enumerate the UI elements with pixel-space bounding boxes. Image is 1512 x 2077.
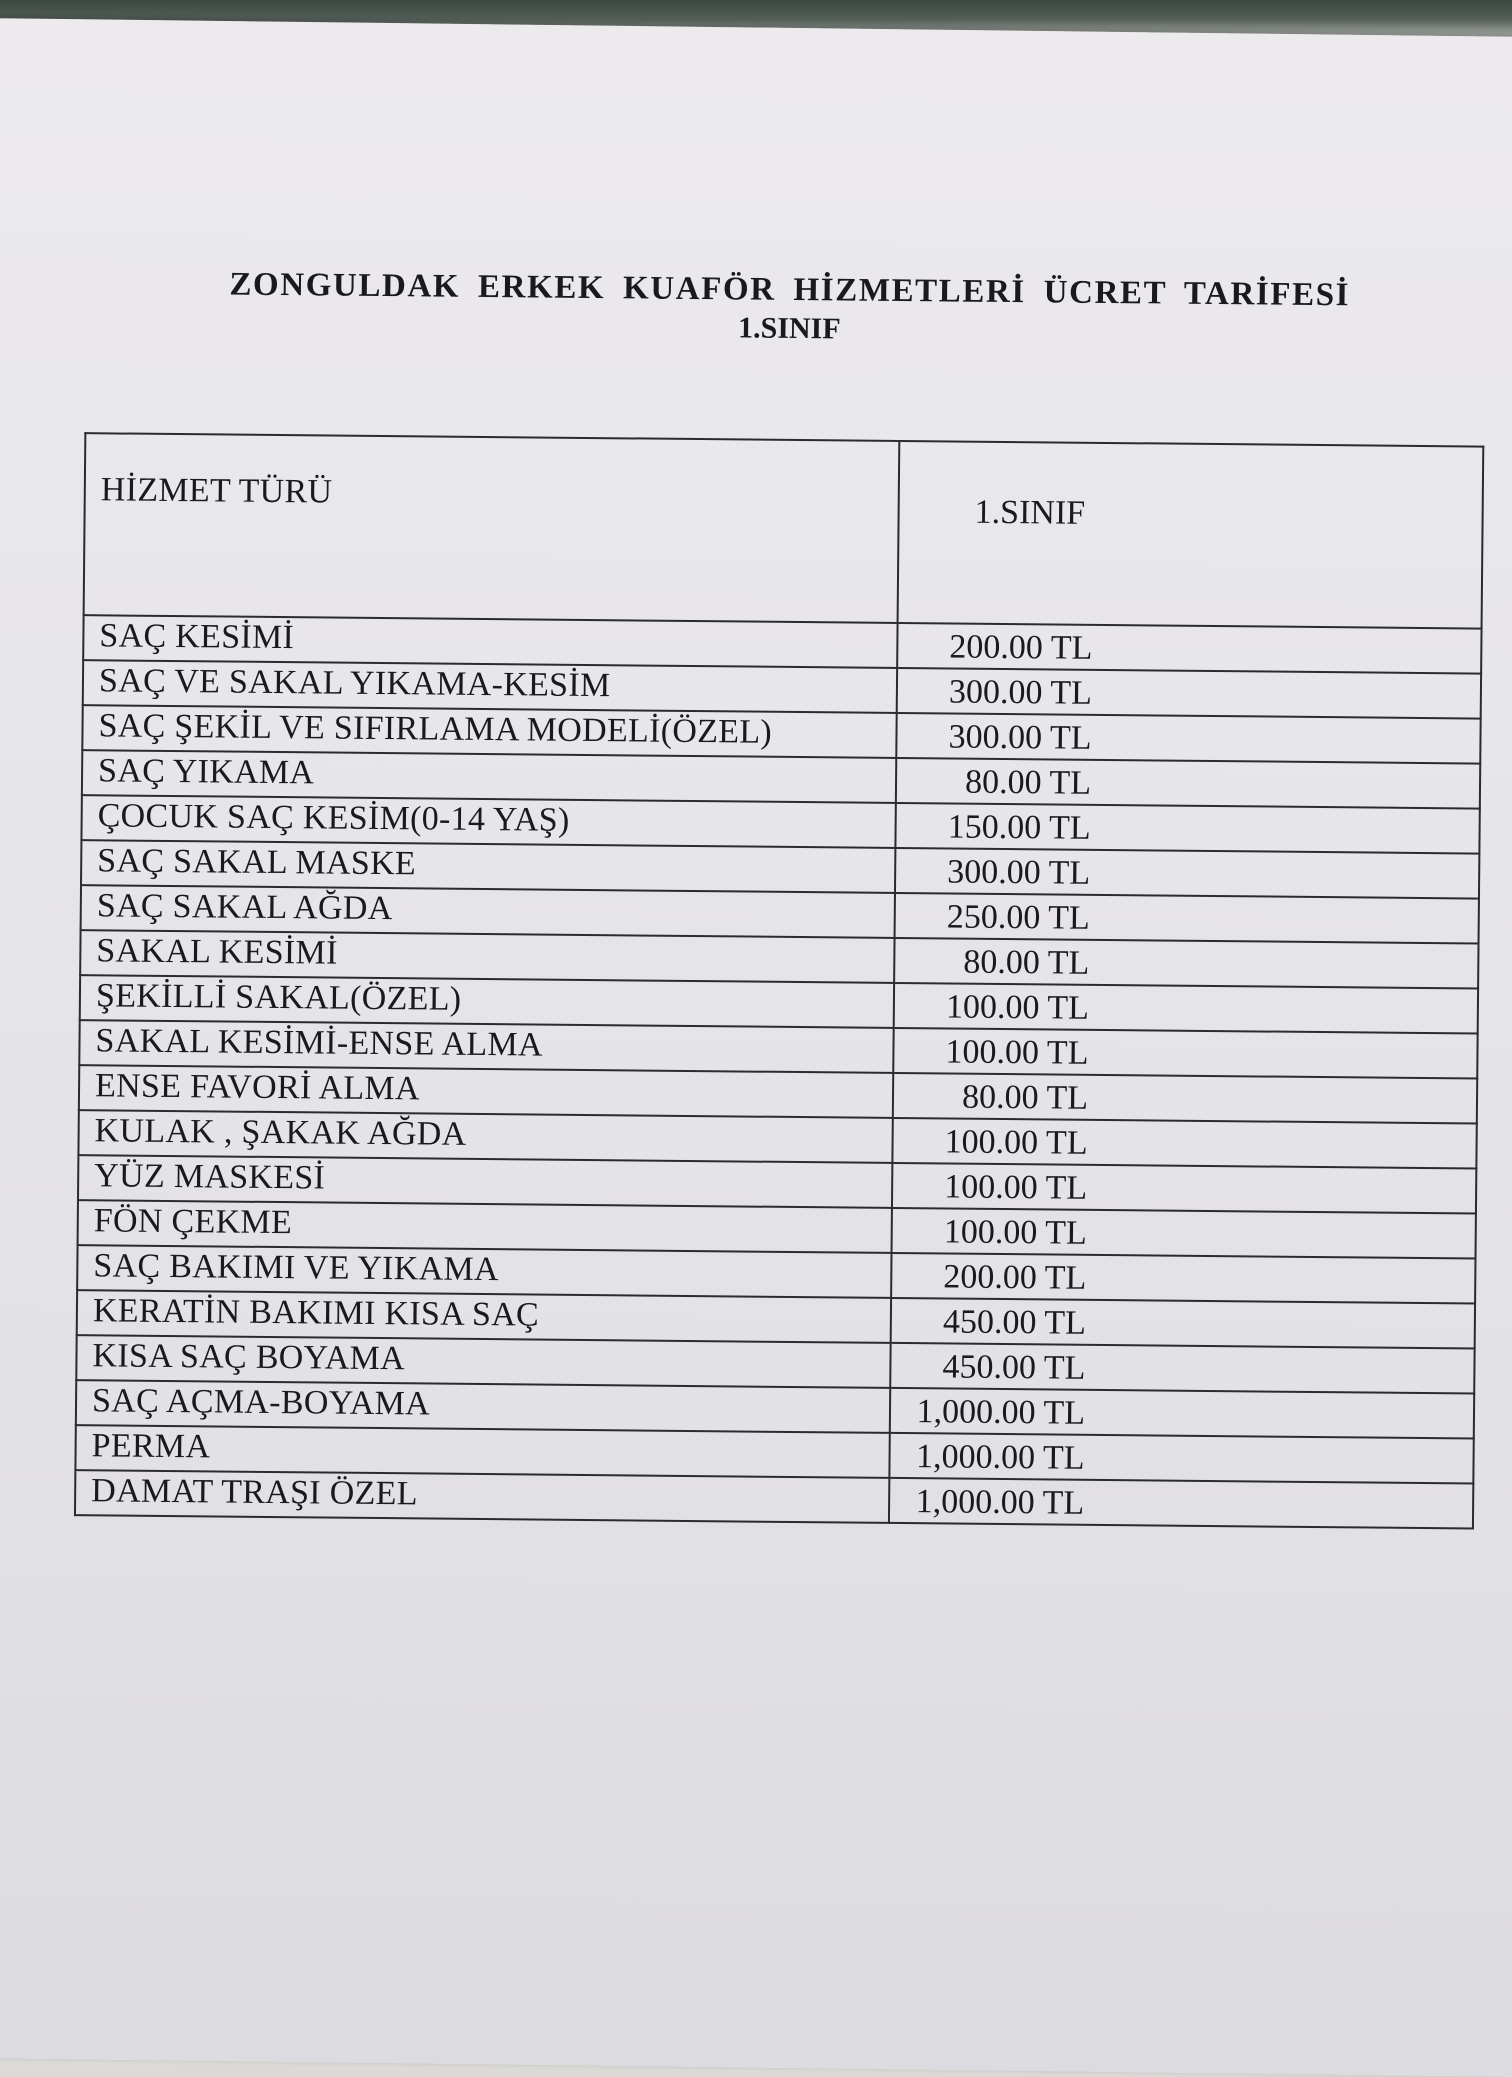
header-service-type: HİZMET TÜRÜ xyxy=(84,433,900,623)
service-name: FÖN ÇEKME xyxy=(78,1200,892,1253)
document-title: ZONGULDAK ERKEK KUAFÖR HİZMETLERİ ÜCRET TARİFESİ xyxy=(229,266,1351,314)
service-price: 450.00 TL xyxy=(890,1343,1474,1394)
service-price: 250.00 TL xyxy=(895,893,1479,944)
service-price: 100.00 TL xyxy=(892,1208,1476,1259)
service-name: KULAK , ŞAKAK AĞDA xyxy=(78,1110,892,1163)
document-content xyxy=(69,262,1470,1522)
service-price: 100.00 TL xyxy=(892,1118,1476,1169)
service-price: 80.00 TL xyxy=(894,938,1478,989)
service-name: DAMAT TRAŞI ÖZEL xyxy=(75,1470,889,1523)
service-price: 80.00 TL xyxy=(893,1073,1477,1124)
service-name: ENSE FAVORİ ALMA xyxy=(79,1065,893,1118)
service-price: 1,000.00 TL xyxy=(889,1433,1473,1484)
service-name: YÜZ MASKESİ xyxy=(78,1155,892,1208)
service-price: 1,000.00 TL xyxy=(889,1478,1473,1529)
service-price: 450.00 TL xyxy=(891,1298,1475,1349)
service-name: SAÇ BAKIMI VE YIKAMA xyxy=(77,1245,891,1298)
document-subtitle: 1.SINIF xyxy=(737,311,841,346)
service-name: SAÇ SAKAL MASKE xyxy=(81,840,895,893)
service-price: 100.00 TL xyxy=(892,1163,1476,1214)
header-price-class: 1.SINIF xyxy=(898,441,1484,629)
table-header-row xyxy=(84,433,1484,628)
service-name: SAÇ KESİMİ xyxy=(83,615,897,668)
service-price: 200.00 TL xyxy=(891,1253,1475,1304)
service-name: KISA SAÇ BOYAMA xyxy=(76,1335,890,1388)
service-name: SAÇ VE SAKAL YIKAMA-KESİM xyxy=(83,660,897,713)
service-name: SAÇ YIKAMA xyxy=(82,750,896,803)
service-price: 200.00 TL xyxy=(897,623,1481,674)
service-name: KERATİN BAKIMI KISA SAÇ xyxy=(77,1290,891,1343)
service-price: 300.00 TL xyxy=(895,848,1479,899)
service-name: SAÇ SAKAL AĞDA xyxy=(81,885,895,938)
service-price: 300.00 TL xyxy=(897,668,1481,719)
service-name: SAÇ ŞEKİL VE SIFIRLAMA MODELİ(ÖZEL) xyxy=(82,705,896,758)
service-price: 100.00 TL xyxy=(894,983,1478,1034)
service-price: 100.00 TL xyxy=(893,1028,1477,1079)
service-name: PERMA xyxy=(75,1425,889,1478)
service-name: ŞEKİLLİ SAKAL(ÖZEL) xyxy=(80,975,894,1028)
service-name: SAÇ AÇMA-BOYAMA xyxy=(76,1380,890,1433)
service-name: SAKAL KESİMİ-ENSE ALMA xyxy=(79,1020,893,1073)
service-price: 300.00 TL xyxy=(896,713,1480,764)
service-name: ÇOCUK SAÇ KESİM(0-14 YAŞ) xyxy=(81,795,895,848)
service-price: 1,000.00 TL xyxy=(890,1388,1474,1439)
service-price: 150.00 TL xyxy=(895,803,1479,854)
price-table xyxy=(74,432,1484,1529)
service-price: 80.00 TL xyxy=(896,758,1480,809)
service-name: SAKAL KESİMİ xyxy=(80,930,894,983)
